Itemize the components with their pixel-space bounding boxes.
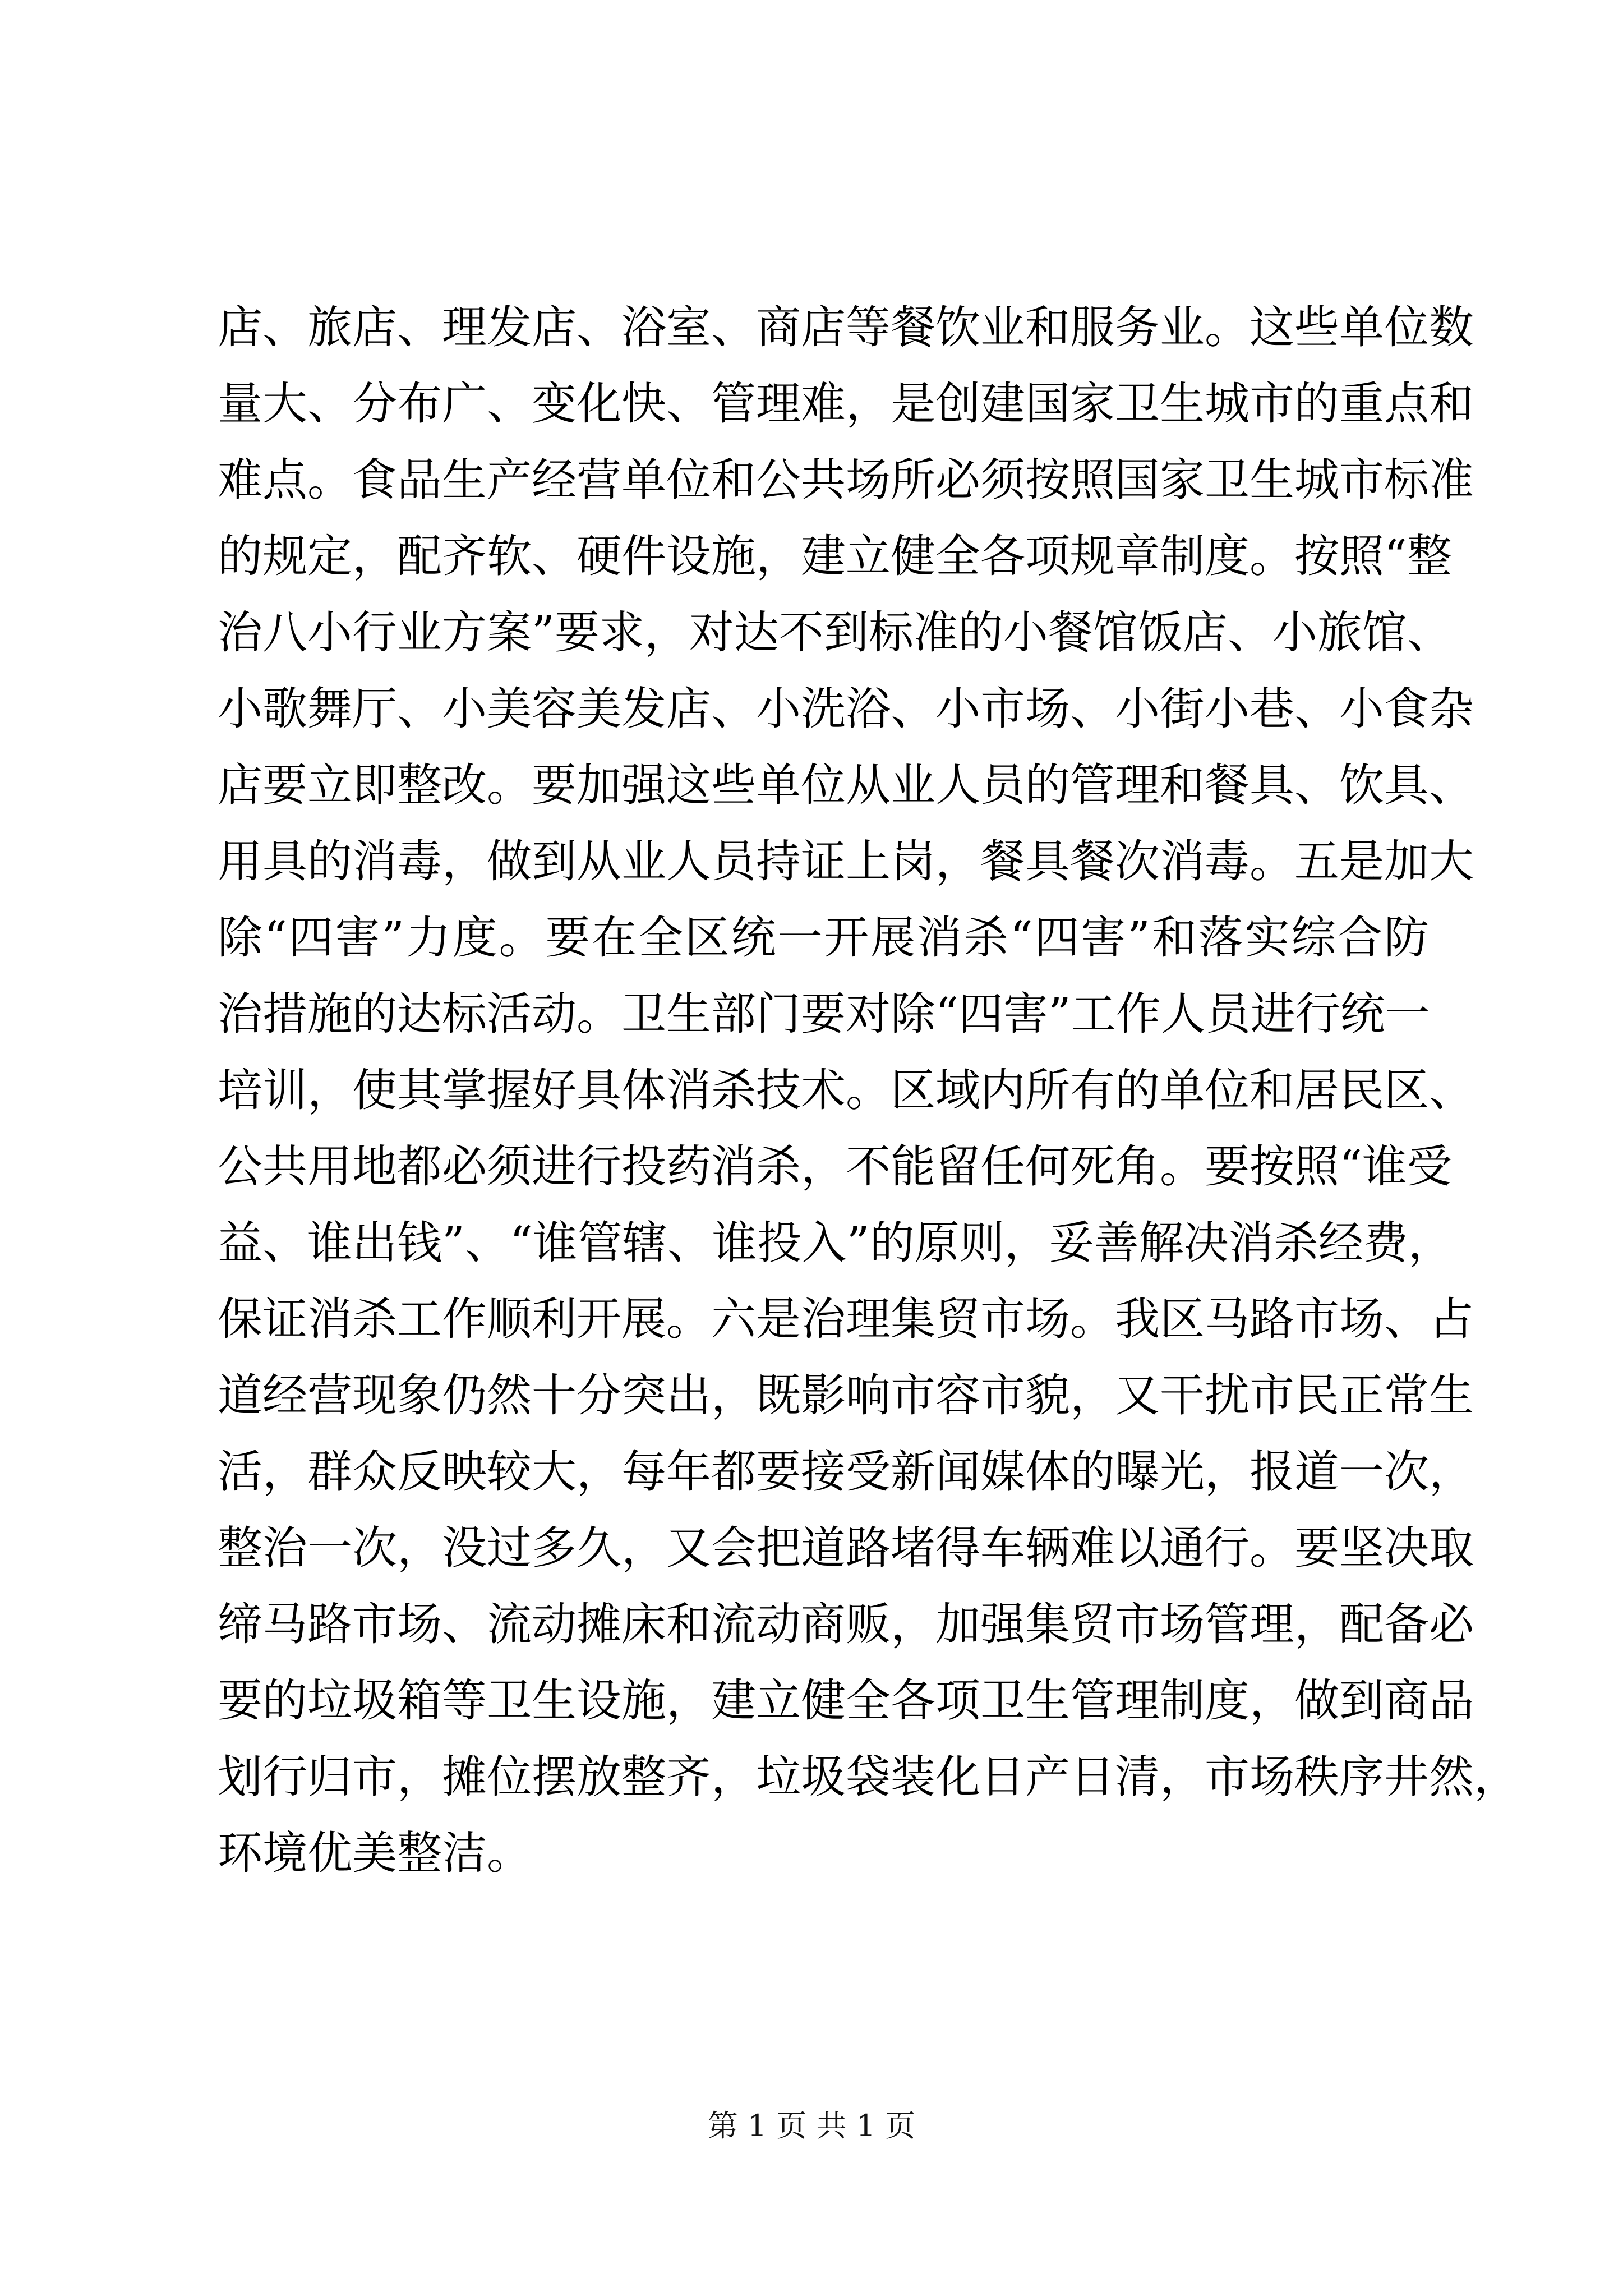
text-line: 难点。食品生产经营单位和公共场所必须按照国家卫生城市标准 bbox=[218, 454, 1474, 506]
text-line: 保证消杀工作顺利开展。六是治理集贸市场。我区马路市场、占 bbox=[218, 1293, 1474, 1345]
text-line: 用具的消毒，做到从业人员持证上岗，餐具餐次消毒。五是加大 bbox=[218, 835, 1474, 887]
text-line: 量大、分布广、变化快、管理难，是创建国家卫生城市的重点和 bbox=[218, 378, 1474, 430]
text-line: 的规定，配齐软、硬件设施，建立健全各项规章制度。按照“整 bbox=[218, 530, 1452, 582]
text-line: 道经营现象仍然十分突出，既影响市容市貌，又干扰市民正常生 bbox=[218, 1369, 1474, 1421]
text-line: 治措施的达标活动。卫生部门要对除“四害”工作人员进行统一 bbox=[218, 988, 1430, 1040]
text-line: 益、谁出钱”、“谁管辖、谁投入”的原则，妥善解决消杀经费， bbox=[218, 1217, 1453, 1269]
text-line: 除“四害”力度。要在全区统一开展消杀“四害”和落实综合防 bbox=[218, 912, 1429, 964]
text-line: 店、旅店、理发店、浴室、商店等餐饮业和服务业。这些单位数 bbox=[218, 301, 1474, 353]
text-line: 治八小行业方案”要求，对达不到标准的小餐馆饭店、小旅馆、 bbox=[218, 606, 1452, 659]
text-line: 划行归市，摊位摆放整齐，垃圾袋装化日产日清，市场秩序井然， bbox=[218, 1751, 1519, 1803]
text-line: 活，群众反映较大，每年都要接受新闻媒体的曝光，报道一次， bbox=[218, 1446, 1474, 1498]
page-number-footer: 第 1 页 共 1 页 bbox=[707, 2108, 916, 2143]
text-line: 缔马路市场、流动摊床和流动商贩，加强集贸市场管理，配备必 bbox=[218, 1598, 1474, 1650]
text-line: 环境优美整洁。 bbox=[218, 1827, 532, 1879]
text-line: 要的垃圾箱等卫生设施，建立健全各项卫生管理制度，做到商品 bbox=[218, 1674, 1474, 1727]
text-line: 培训，使其掌握好具体消杀技术。区域内所有的单位和居民区、 bbox=[218, 1064, 1474, 1116]
text-line: 公共用地都必须进行投药消杀，不能留任何死角。要按照“谁受 bbox=[218, 1140, 1452, 1193]
text-line: 小歌舞厅、小美容美发店、小洗浴、小市场、小街小巷、小食杂 bbox=[218, 683, 1474, 735]
text-line: 店要立即整改。要加强这些单位从业人员的管理和餐具、饮具、 bbox=[218, 759, 1474, 811]
text-line: 整治一次，没过多久，又会把道路堵得车辆难以通行。要坚决取 bbox=[218, 1522, 1474, 1574]
body-paragraph bbox=[218, 289, 1519, 1892]
